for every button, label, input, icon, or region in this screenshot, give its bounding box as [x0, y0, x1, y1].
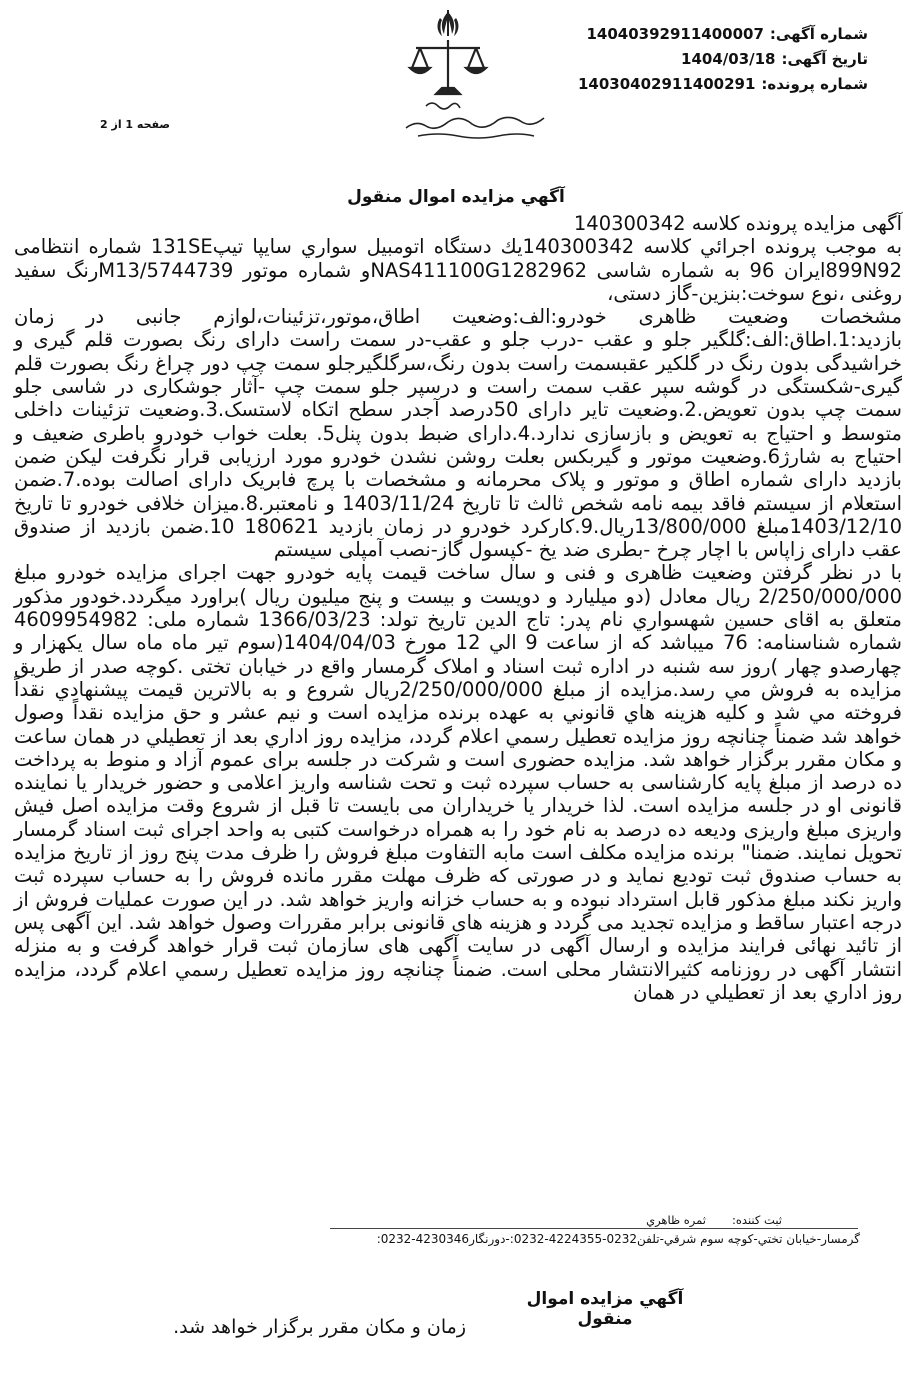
- ad-number-row: [578, 22, 868, 47]
- paragraph: آگهی مزایده پرونده کلاسه 140300342: [573, 212, 902, 235]
- ad-date-row: [578, 47, 868, 72]
- ad-metadata: [578, 22, 868, 97]
- ad-date-label: تاریخ آگهی:: [781, 50, 868, 68]
- registrar-name: ثمره ظاهري: [646, 1213, 707, 1227]
- page-indicator: صفحه 1 از 2: [100, 118, 171, 131]
- office-address: گرمسار-خيابان تختي-كوچه سوم شرقي-تلفن0232-4224355-0232:-دورنگار4230346-0232:: [376, 1232, 860, 1246]
- judiciary-emblem-logo: [388, 6, 588, 142]
- national-emblem-icon: [438, 10, 459, 36]
- registrar: [646, 1213, 782, 1227]
- organization-calligraphy: [406, 103, 544, 138]
- case-number: 14030402911400291: [577, 75, 756, 93]
- continuation-text: زمان و مكان مقرر برگزار خواهد شد.: [173, 1316, 466, 1338]
- notice-title: آگهي مزايده اموال منقول: [347, 187, 565, 207]
- case-number-row: [578, 72, 868, 97]
- paragraph: به موجب پرونده اجرائي كلاسه 140300342يك دستگاه اتومبيل سواري سايپا تيپ131SE شماره انتظامی 899N92ایران 96 به شماره شاسی NAS411100G1282962و شماره موتور M13/5744739رنگ سفید روغنی ،نوع سوخت:بنزین-گاز دستی،: [14, 235, 903, 305]
- paragraph: با در نظر گرفتن وضعیت ظاهری و فنی و سال ساخت قیمت پایه خودرو جهت اجرای مزایده خودرو مبلغ 2/250/000/000 ريال معادل (دو میلیارد و دویست و بیست و پنج میلیون ریال )براورد میگردد.خودور مذکور متعلق به اقای حسين شهسواري نام پدر: تاج الدين تاریخ تولد: 1366/03/23 شماره ملی: 4609954982 شماره شناسنامه: 76 میباشد که از ساعت 9 الي 12 مورخ 1404/04/03(سوم تیر ماه ماه سال یکهزار و چهارصدو چهار )روز سه شنبه در اداره ثبت اسناد و املاک گرمسار واقع در خیابان تختی .کوچه صدر از طريق مزايده به فروش مي رسد.مزايده از مبلغ 2/250/000/000ريال شروع و به بالاترين قيمت پيشنهادي نقداً فروخته مي شد و كليه هزينه هاي قانوني به عهده برنده مزايده است و نيم عشر و حق مزايده نقداً وصول خواهد شد ضمناً چنانچه روز مزايده تعطيل رسمي اعلام گردد، مزايده روز اداري بعد از تعطيلي در همان ساعت و مكان مقرر برگزار خواهد شد. مزایده حضوری است و شرکت در جلسه برای عموم آزاد و منوط به پرداخت ده درصد از مبلغ پایه کارشناسی به حساب سپرده ثبت و تحت شناسه واریز اعلامی و حضور خریدار یا نماینده قانونی او در جلسه مزایده است. لذا خریدار یا خریداران می بایست تا قبل از شروع وقت مزایده اصل فیش واریزی مبلغ واریزی ودیعه ده درصد به نام خود را به همراه درخواست کتبی به واحد اجرای ثبت اسناد گرمسار تحویل نمایند. ضمنا" برنده مزایده مکلف است مابه التفاوت مبلغ فروش را ظرف مدت پنج روز از تاریخ مزایده به حساب صندوق ثبت تودیع نماید و در صورتی که ظرف مهلت مقرر مانده فروش را به حساب سپرده ثبت واریز نکند مبلغ مذکور قابل استرداد نبوده و به حساب خزانه واریز خواهد شد. در این صورت عملیات فروش از درجه اعتبار ساقط و مزایده تجدید می گردد و هزینه های قانونی برابر مقررات وصول خواهد شد. این آگهی پس از تائید نهائی فرایند مزایده و ارسال آگهی در سایت آگهی های سازمان ثبت قرار خواهد گرفت و به منزله انتشار آگهی در روزنامه کثیرالانتشار محلی است. ضمناً چنانچه روز مزايده تعطيل رسمي اعلام گردد، مزايده روز اداري بعد از تعطيلي در همان: [14, 561, 903, 1004]
- footer-divider: [330, 1228, 858, 1229]
- ad-number-label: شماره آگهی:: [769, 25, 868, 43]
- registrar-label: ثبت كننده:: [732, 1213, 782, 1227]
- ad-number: 14040392911400007: [586, 25, 764, 43]
- page2-title: آگهي مزايده اموال منقول: [526, 1289, 684, 1329]
- scales-icon: [410, 40, 486, 94]
- case-number-label: شماره پرونده:: [761, 75, 868, 93]
- ad-date: 1404/03/18: [681, 50, 776, 68]
- paragraph: مشخصات وضعیت ظاهری خودرو:الف:وضعیت اطاق،موتور،تزئینات،لوازم جانبی در زمان بازدید:1.اطاق:الف:گلگیر جلو و عقب -درب جلو و عقب-در سمت راست دارای رنگ بصورت قلم گیری و خراشیدگی بدون رنگ در گلکیر عقبسمت راست بدون رنگ،سرگلگیرجلو سمت چپ دور چراغ رنگ بصورت قلم گیری-شکستگی در گوشه سپر عقب سمت راست و درسپر جلو سمت چپ -آثار جوشکاری در شاسی جلو سمت چپ بدون تعویض.2.وضعیت تایر دارای 50درصد آجدر سطح اتکاه لاستسک.3.وضعیت تزئینات داخلی متوسط و احتیاج به تعویض و بازسازی ندارد.4.دارای ضبط بدون پنل5. بعلت خواب خودرو باطری ضعیف و احتیاج به شارژ6.وضعیت موتور و گیربکس بعلت روشن نشدن خودرو مورد ارزیابی قرار نگرفت لیکن ضمن بازدید دارای شماره اطاق و موتور و پلاک محرمانه و مشخصات با پرچ فابریک دارای اصالت بوده.7.ضمن استعلام از سیستم فاقد بیمه نامه شخص ثالث تا تاریخ 1403/11/24 و نامعتبر.8.میزان خلافی خودرو تا تاریخ 1403/12/10مبلغ 13/800/000ریال.9.کارکرد خودرو در زمان بازدید 180621 10.ضمن بازدید از صندوق عقب دارای زاپاس با اچار چرخ -بطری ضد یخ -کپسول گاز-نصب آمپلی سیستم: [14, 305, 902, 562]
- notice-body: [14, 212, 902, 1004]
